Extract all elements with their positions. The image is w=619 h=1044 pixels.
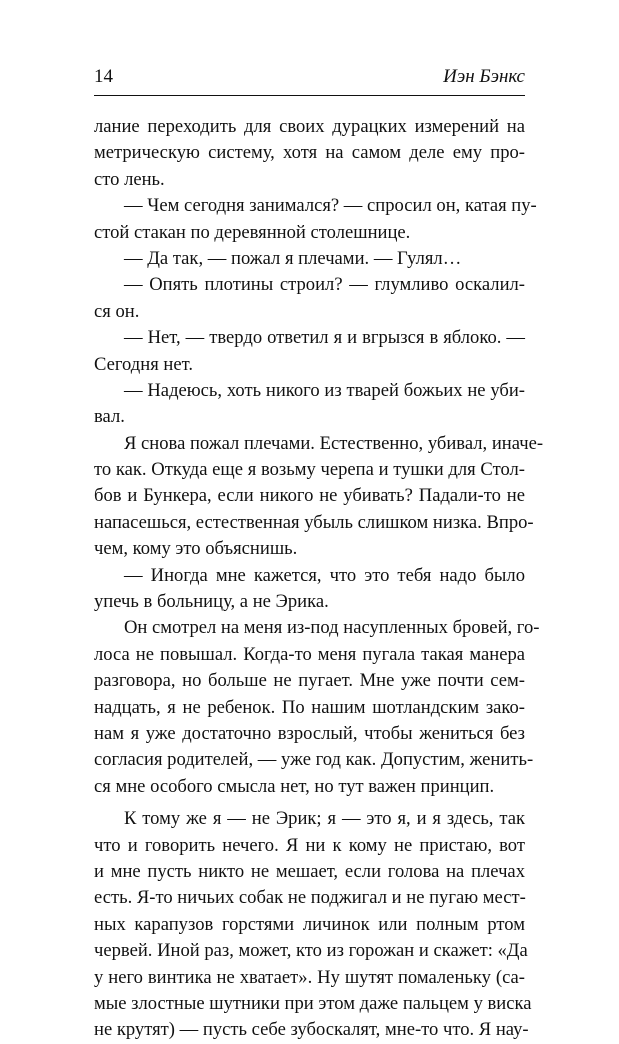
text-line: у него винтика не хватает». Ну шутят помаленьку (са- xyxy=(94,966,525,988)
text-line: К тому же я — не Эрик; я — это я, и я здесь, так xyxy=(124,808,525,830)
text-line: Сегодня нет. xyxy=(94,353,193,375)
text-line: то как. Откуда еще я возьму черепа и тушки для Стол- xyxy=(94,459,525,481)
body-text xyxy=(94,114,544,1044)
text-line: — Нет, — твердо ответил я и вгрызся в яблоко. — xyxy=(124,327,525,349)
text-line: упечь в больницу, а не Эрика. xyxy=(94,591,329,613)
text-line: ся мне особого смысла нет, но тут важен принцип. xyxy=(94,775,495,797)
text-line: напасешься, естественная убыль слишком низка. Впро- xyxy=(94,511,534,533)
page-header xyxy=(94,64,525,90)
text-line: червей. Иной раз, может, кто из горожан и скажет: «Да xyxy=(94,940,528,962)
text-line: метрическую систему, хотя на самом деле ему про- xyxy=(94,142,525,164)
text-line: и мне пусть никто не мешает, если голова на плечах xyxy=(94,860,525,882)
text-line: есть. Я-то ничьих собак не поджигал и не пугаю мест- xyxy=(94,887,526,909)
header-rule xyxy=(94,95,525,96)
text-line: — Опять плотины строил? — глумливо оскалил- xyxy=(124,274,525,296)
text-line: не крутят) — пусть себе зубоскалят, мне-то что. Я нау- xyxy=(94,1019,529,1041)
text-line: стой стакан по деревянной столешнице. xyxy=(94,221,411,243)
text-line: нам я уже достаточно взрослый, чтобы жениться без xyxy=(94,722,525,744)
text-line: Я снова пожал плечами. Естественно, убивал, иначе- xyxy=(124,432,544,454)
text-line: — Да так, — пожал я плечами. — Гулял… xyxy=(124,247,462,269)
text-line: бов и Бункера, если никого не убивать? Падали-то не xyxy=(94,485,525,507)
text-line: ся он. xyxy=(94,300,140,322)
text-line: мые злостные шутники при этом даже пальцем у виска xyxy=(94,992,532,1014)
text-line: ных карапузов горстями личинок или полным ртом xyxy=(94,913,525,935)
text-line: надцать, я не ребенок. По нашим шотландским зако- xyxy=(94,696,525,718)
text-line: лоса не повышал. Когда-то меня пугала такая манера xyxy=(94,643,525,665)
text-line: что и говорить нечего. Я ни к кому не пристаю, вот xyxy=(94,834,525,856)
text-line: вал. xyxy=(94,406,125,428)
text-line: — Надеюсь, хоть никого из тварей божьих не уби- xyxy=(124,379,525,401)
text-line: разговора, но больше не пугает. Мне уже почти сем- xyxy=(94,670,525,692)
text-line: лание переходить для своих дурацких измерений на xyxy=(94,116,525,137)
text-line: — Иногда мне кажется, что это тебя надо было xyxy=(124,564,525,586)
text-line: сто лень. xyxy=(94,168,165,190)
text-line: чем, кому это объяснишь. xyxy=(94,538,298,560)
text-line: согласия родителей, — уже год как. Допустим, женить- xyxy=(94,749,534,771)
text-line: Он смотрел на меня из-под насупленных бровей, го- xyxy=(124,617,540,639)
running-title-author: Иэн Бэнкс xyxy=(443,66,525,87)
text-line: — Чем сегодня занимался? — спросил он, катая пу- xyxy=(124,195,537,217)
page-number: 14 xyxy=(94,66,113,87)
